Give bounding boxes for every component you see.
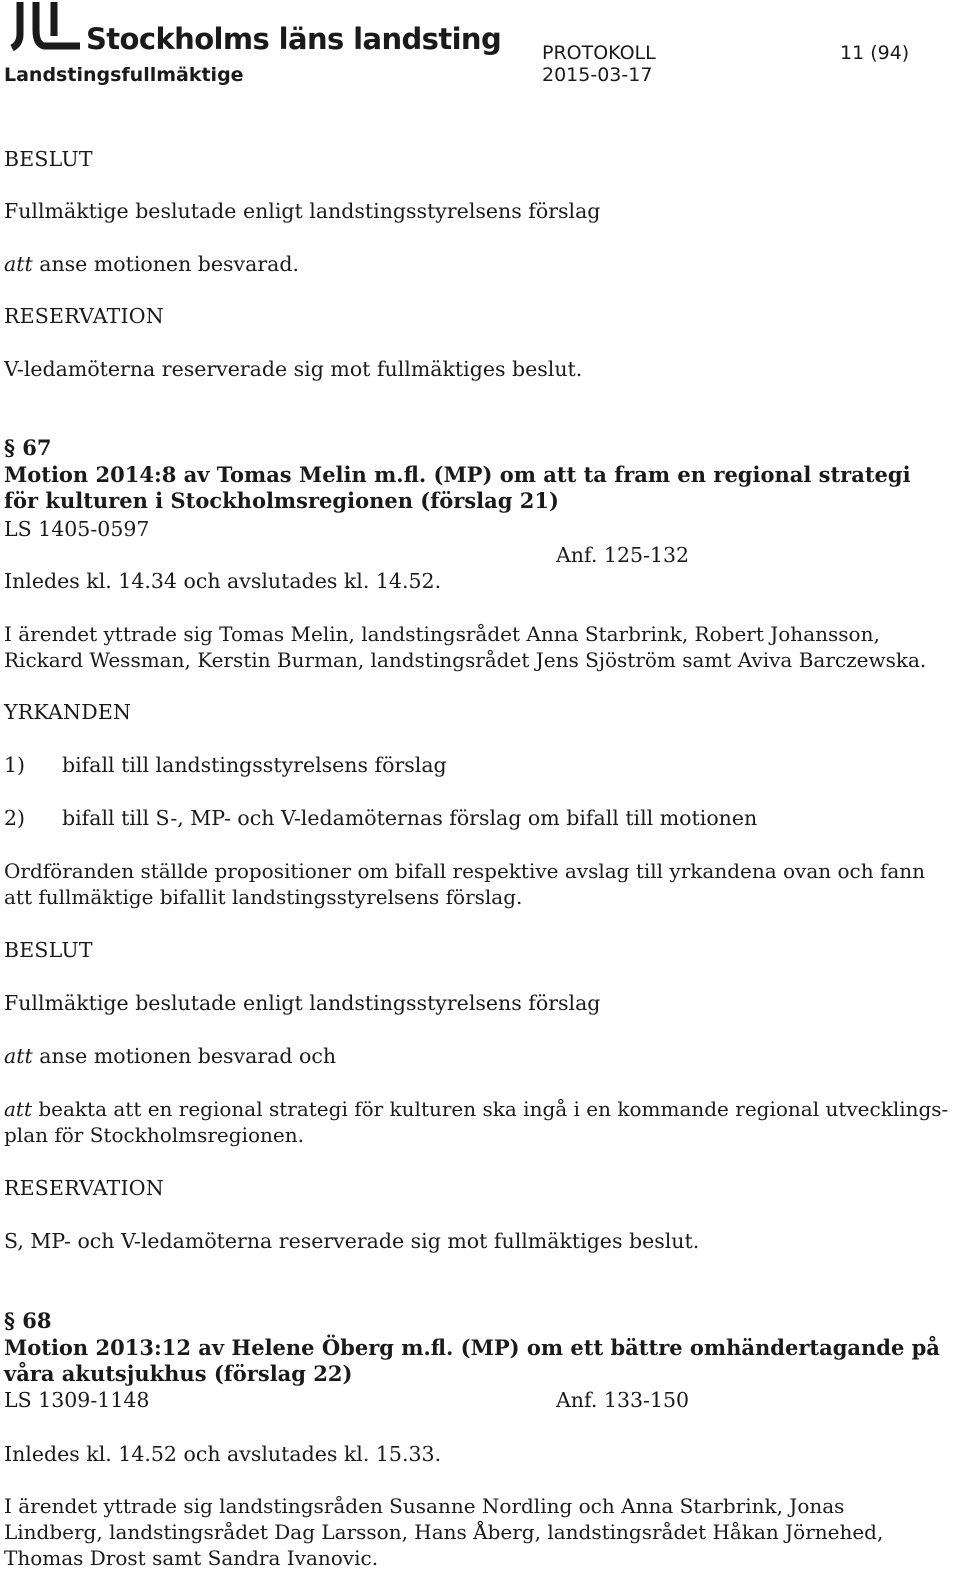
section-title-continued: för kulturen i Stockholmsregionen (förslag 21) [4,488,559,513]
att-word: att [4,1044,33,1068]
section-title-continued: våra akutsjukhus (förslag 22) [4,1361,353,1386]
session-timing: Inledes kl. 14.52 och avslutades kl. 15.33. [4,1442,442,1466]
yrkande-number: 1) [4,753,26,777]
yrkanden-heading: YRKANDEN [4,700,132,724]
reservation-heading: RESERVATION [4,304,164,328]
reservation-text: V-ledamöterna reserverade sig mot fullmäktiges beslut. [4,357,583,381]
yrkande-item [4,805,757,831]
section-title: Motion 2014:8 av Tomas Melin m.fl. (MP) om att ta fram en regional strategi [4,462,911,487]
yrkande-text: bifall till landstingsstyrelsens förslag [62,753,447,777]
organization-name: Stockholms läns landsting [86,22,502,56]
yrkande-number: 2) [4,806,26,830]
section-title: Motion 2013:12 av Helene Öberg m.fl. (MP) om ett bättre omhändertagande på [4,1335,940,1360]
yrkande-text: bifall till S-, MP- och V-ledamöternas förslag om bifall till motionen [62,806,758,830]
speakers-text-continued: Thomas Drost samt Sandra Ivanovic. [4,1546,379,1570]
session-timing: Inledes kl. 14.34 och avslutades kl. 14.52. [4,569,442,593]
speakers-text: I ärendet yttrade sig landstingsråden Susanne Nordling och Anna Starbrink, Jonas [4,1494,845,1518]
document-header [0,0,960,100]
reservation-text: S, MP- och V-ledamöterna reserverade sig mot fullmäktiges beslut. [4,1229,700,1253]
yrkande-item [4,752,447,778]
anforande-range: Anf. 133-150 [556,1388,690,1412]
att-clause-continued: plan för Stockholmsregionen. [4,1123,304,1147]
speakers-text-continued: Lindberg, landstingsrådet Dag Larsson, Hans Åberg, landstingsrådet Håkan Jörnehed, [4,1520,884,1544]
beslut-heading: BESLUT [4,147,93,171]
section-number: § 68 [4,1308,52,1333]
proposition-text-continued: att fullmäktige bifallit landstingsstyrelsens förslag. [4,885,523,909]
att-text: anse motionen besvarad och [32,1044,337,1068]
document-type: PROTOKOLL [542,42,656,64]
att-clause [4,1096,948,1122]
document-date: 2015-03-17 [542,64,653,86]
speakers-text-continued: Rickard Wessman, Kerstin Burman, landstingsrådet Jens Sjöström samt Aviva Barczewska. [4,648,927,672]
proposition-text: Ordföranden ställde propositioner om bifall respektive avslag till yrkandena ovan och fann [4,859,926,883]
att-text: beakta att en regional strategi för kulturen ska ingå i en kommande regional utvecklings- [32,1097,949,1121]
speakers-text: I ärendet yttrade sig Tomas Melin, landstingsrådet Anna Starbrink, Robert Johansson, [4,622,880,646]
ls-number: LS 1405-0597 [4,517,150,541]
section-number: § 67 [4,435,52,460]
beslut-text: Fullmäktige beslutade enligt landstingsstyrelsens förslag [4,991,601,1015]
ls-number: LS 1309-1148 [4,1388,150,1412]
reservation-heading: RESERVATION [4,1176,164,1200]
att-word: att [4,252,33,276]
anforande-range: Anf. 125-132 [556,543,690,567]
beslut-heading: BESLUT [4,938,93,962]
att-text: anse motionen besvarad. [32,252,300,276]
att-clause [4,1043,336,1069]
sll-logo-icon [6,0,82,52]
page-number: 11 (94) [840,42,910,64]
att-word: att [4,1097,32,1121]
beslut-text: Fullmäktige beslutade enligt landstingsstyrelsens förslag [4,199,601,223]
att-clause [4,251,299,277]
assembly-name: Landstingsfullmäktige [4,64,244,86]
